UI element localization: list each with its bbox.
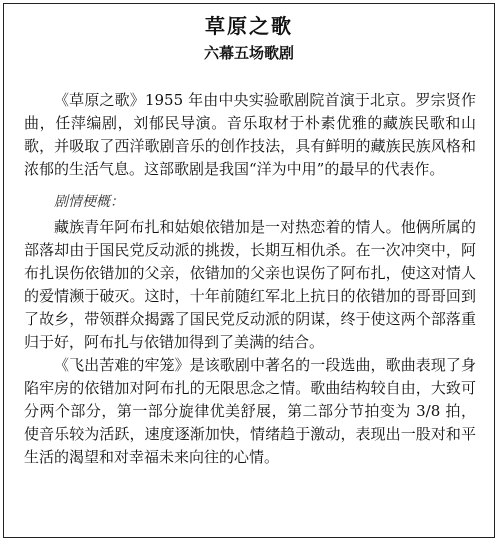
song-paragraph: 《飞出苦难的牢笼》是该歌剧中著名的一段选曲，歌曲表现了身陷牢房的依错加对阿布扎的无限思念之情。歌曲结构较自由，大致可分两个部分，第一部分旋律优美舒展，第二部分节拍变为 3/8 拍，使音乐较为活跃，速度逐渐加快，情绪趋于激动，表现出一股对和平生活的渴望和对幸福未来向往的心情。: [24, 356, 476, 466]
document-body: [24, 89, 476, 469]
document-title: 草原之歌: [205, 14, 293, 38]
synopsis-paragraph: 藏族青年阿布扎和姑娘依错加是一对热恋着的情人。他俩所属的部落却由于国民党反动派的挑拨，长期互相仇杀。在一次冲突中，阿布扎误伤依错加的父亲，依错加的父亲也误伤了阿布扎，使这对情人的爱情濒于破灭。这时，十年前随红军北上抗日的依错加的哥哥回到了故乡，带领群众揭露了国民党反动派的阴谋，终于使这两个部落重归于好，阿布扎与依错加得到了美满的结合。: [24, 218, 476, 351]
document-subtitle: 六幕五场歌剧: [203, 44, 294, 62]
document-page: [3, 3, 495, 538]
intro-paragraph: 《草原之歌》1955 年由中央实验歌剧院首演于北京。罗宗贤作曲，任萍编剧，刘郁民导演。音乐取材于朴素优雅的藏族民歌和山歌，并吸取了西洋歌剧音乐的创作技法，具有鲜明的藏族民族风格和浓郁的生活气息。这部歌剧是我国“洋为中用”的最早的代表作。: [24, 91, 476, 178]
synopsis-heading: 剧情梗概：: [54, 194, 124, 210]
